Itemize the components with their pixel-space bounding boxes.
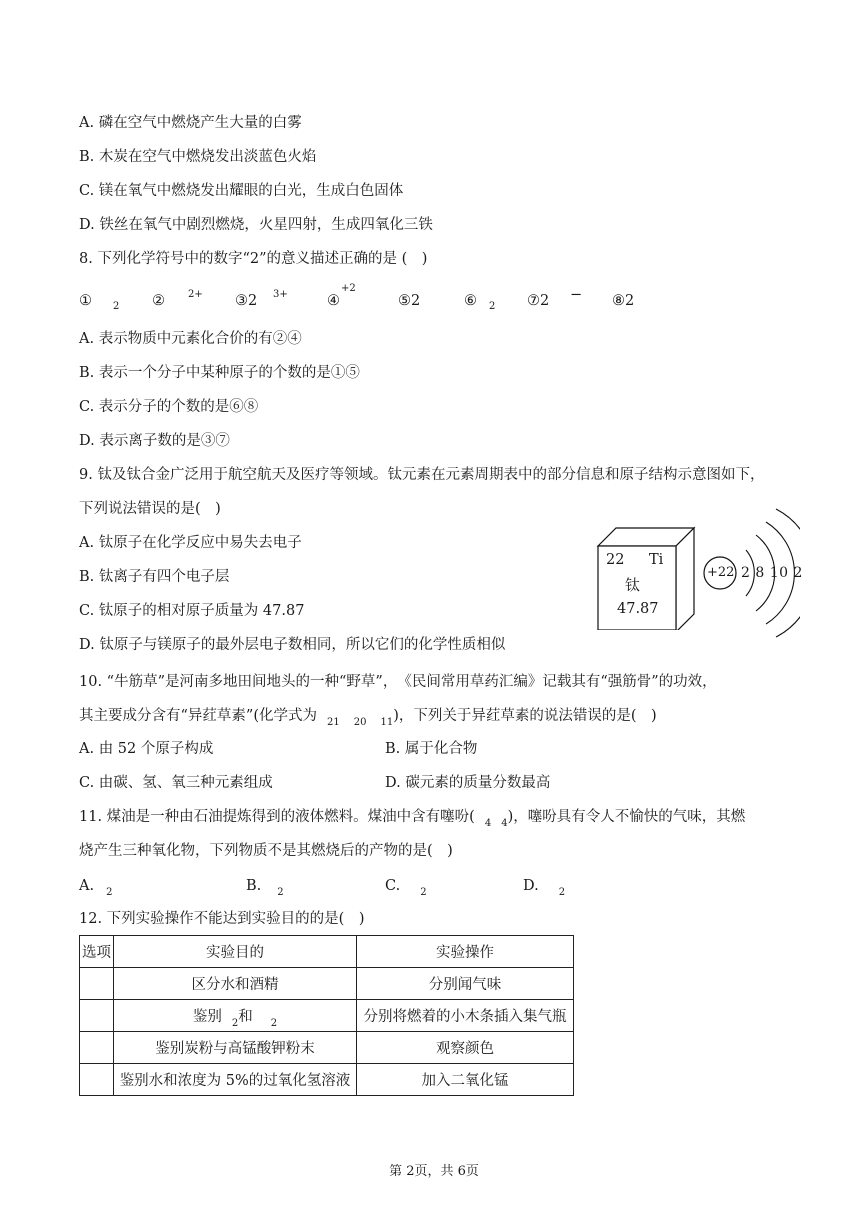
q8-symbol-1-sub: 2 [113,301,120,312]
q8-symbol-3: ③2 [235,293,258,309]
q8-symbol-2: ② [152,293,165,309]
table-header-row [80,936,574,968]
q8-symbol-2-sup: 2+ [188,289,203,300]
q7-option-d: D. 铁丝在氧气中剧烈燃烧，火星四射，生成四氧化三铁 [79,217,433,233]
formula-sub-c: 4 [484,818,492,829]
row-purpose-sub2: 2 [270,1018,278,1029]
q8-symbol-4: ④ [327,293,340,309]
header-operation: 实验操作 [357,936,574,968]
q10-line2-a: 其主要成分含有“异荭草素”(化学式为 [79,708,317,724]
formula-sub-o: 11 [380,717,394,728]
element-atomic-number: 22 [606,552,625,568]
table-row [80,968,574,1000]
q9-stem-line2: 下列说法错误的是( ) [79,501,221,517]
q8-option-d: D. 表示离子数的是③⑦ [79,433,230,449]
row-purpose-b: 和 [238,1009,253,1025]
q11-option-a-sub: 2 [106,887,113,898]
q11-option-d-label: D. [523,878,539,894]
row-operation: 观察颜色 [357,1032,574,1064]
q10-line2-b: )，下列关于异荭草素的说法错误的是( ) [393,708,657,724]
header-option: 选项 [80,936,114,968]
q11-option-d-sub: 2 [558,887,566,898]
table-row [80,1000,574,1032]
row-option [80,968,114,1000]
q8-symbol-6: ⑥ [464,293,477,309]
row-operation: 分别将燃着的小木条插入集气瓶 [357,1000,574,1032]
element-mass: 47.87 [617,601,659,617]
q10-line2 [79,706,657,728]
q11-line2: 烧产生三种氧化物，下列物质不是其燃烧后的产物的是( ) [79,843,453,859]
q8-symbol-3-sup: 3+ [273,289,288,300]
q11-option-b-label: B. [246,878,262,894]
q11-line1-a: 11. 煤油是一种由石油提炼得到的液体燃料。煤油中含有噻吩( [79,809,475,825]
q8-stem: 8. 下列化学符号中的数字“2”的意义描述正确的是 ( ) [79,251,428,267]
q9-option-d: D. 钛原子与镁原子的最外层电子数相同，所以它们的化学性质相似 [79,637,506,653]
row-option [80,1064,114,1096]
q12-stem: 12. 下列实验操作不能达到实验目的的是( ) [79,911,365,927]
q7-option-b: B. 木炭在空气中燃烧发出淡蓝色火焰 [79,149,317,165]
q9-stem-line1: 9. 钛及钛合金广泛用于航空航天及医疗等领域。钛元素在元素周期表中的部分信息和原子结构示意图如下， [79,467,765,483]
q10-option-a: A. 由 52 个原子构成 [79,741,214,757]
element-symbol: Ti [649,552,664,568]
formula-sub-c: 21 [326,717,340,728]
q11-line1-b: )，噻吩具有令人不愉快的气味，其燃 [507,809,746,825]
q8-option-b: B. 表示一个分子中某种原子的个数的是①⑤ [79,365,360,381]
q8-symbol-4-sup: +2 [341,283,356,294]
q8-symbol-1: ① [79,293,92,309]
q8-symbol-7: ⑦2 [527,293,550,309]
q9-option-b: B. 钛离子有四个电子层 [79,569,230,585]
q8-symbol-6-sub: 2 [489,301,496,312]
row-purpose: 区分水和酒精 [114,968,357,1000]
row-option [80,1000,114,1032]
q10-option-b: B. 属于化合物 [385,741,478,757]
q9-option-c: C. 钛原子的相对原子质量为 47.87 [79,603,305,619]
atom-shell-electrons: 2 8 10 2 [741,565,803,581]
q11-line1 [79,807,745,829]
row-operation: 加入二氧化锰 [357,1064,574,1096]
q8-symbol-8: ⑧2 [612,293,635,309]
formula-sub-h: 20 [353,717,367,728]
row-operation: 分别闻气味 [357,968,574,1000]
table-row [80,1032,574,1064]
row-purpose-a: 鉴别 [192,1009,222,1025]
header-purpose: 实验目的 [114,936,357,968]
q11-option-a [79,876,112,898]
page-footer: 第 2页，共 6页 [389,1164,479,1179]
formula-sub-h: 4 [501,818,508,829]
element-name: 钛 [625,576,641,594]
q7-option-a: A. 磷在空气中燃烧产生大量的白雾 [79,115,302,131]
q10-option-c: C. 由碳、氢、氧三种元素组成 [79,775,273,791]
atom-nucleus-charge: +22 [707,565,735,580]
q11-option-c-label: C. [385,878,401,894]
row-purpose [114,1000,357,1032]
experiment-table [79,935,574,1096]
row-option [80,1032,114,1064]
q11-option-d [523,876,565,898]
q7-option-c: C. 镁在氧气中燃烧发出耀眼的白光，生成白色固体 [79,183,404,199]
q8-symbol-7-sup: − [570,287,583,303]
table-row [80,1064,574,1096]
q8-option-a: A. 表示物质中元素化合价的有②④ [79,331,302,347]
row-purpose: 鉴别炭粉与高锰酸钾粉末 [114,1032,357,1064]
q11-option-a-label: A. [79,878,95,894]
row-purpose-sub1: 2 [231,1018,239,1029]
q8-symbol-5: ⑤2 [398,293,421,309]
q11-option-b [246,876,284,898]
row-purpose: 鉴别水和浓度为 5%的过氧化氢溶液 [114,1064,357,1096]
q11-option-c [385,876,427,898]
q10-option-d: D. 碳元素的质量分数最高 [385,775,551,791]
q10-line1: 10. “牛筋草”是河南多地田间地头的一种“野草”， 《民间常用草药汇编》记载其有“强筋骨”的功效， [79,674,717,690]
q11-option-c-sub: 2 [420,887,427,898]
q11-option-b-sub: 2 [277,887,284,898]
q8-option-c: C. 表示分子的个数的是⑥⑧ [79,399,259,415]
q9-option-a: A. 钛原子在化学反应中易失去电子 [79,535,302,551]
